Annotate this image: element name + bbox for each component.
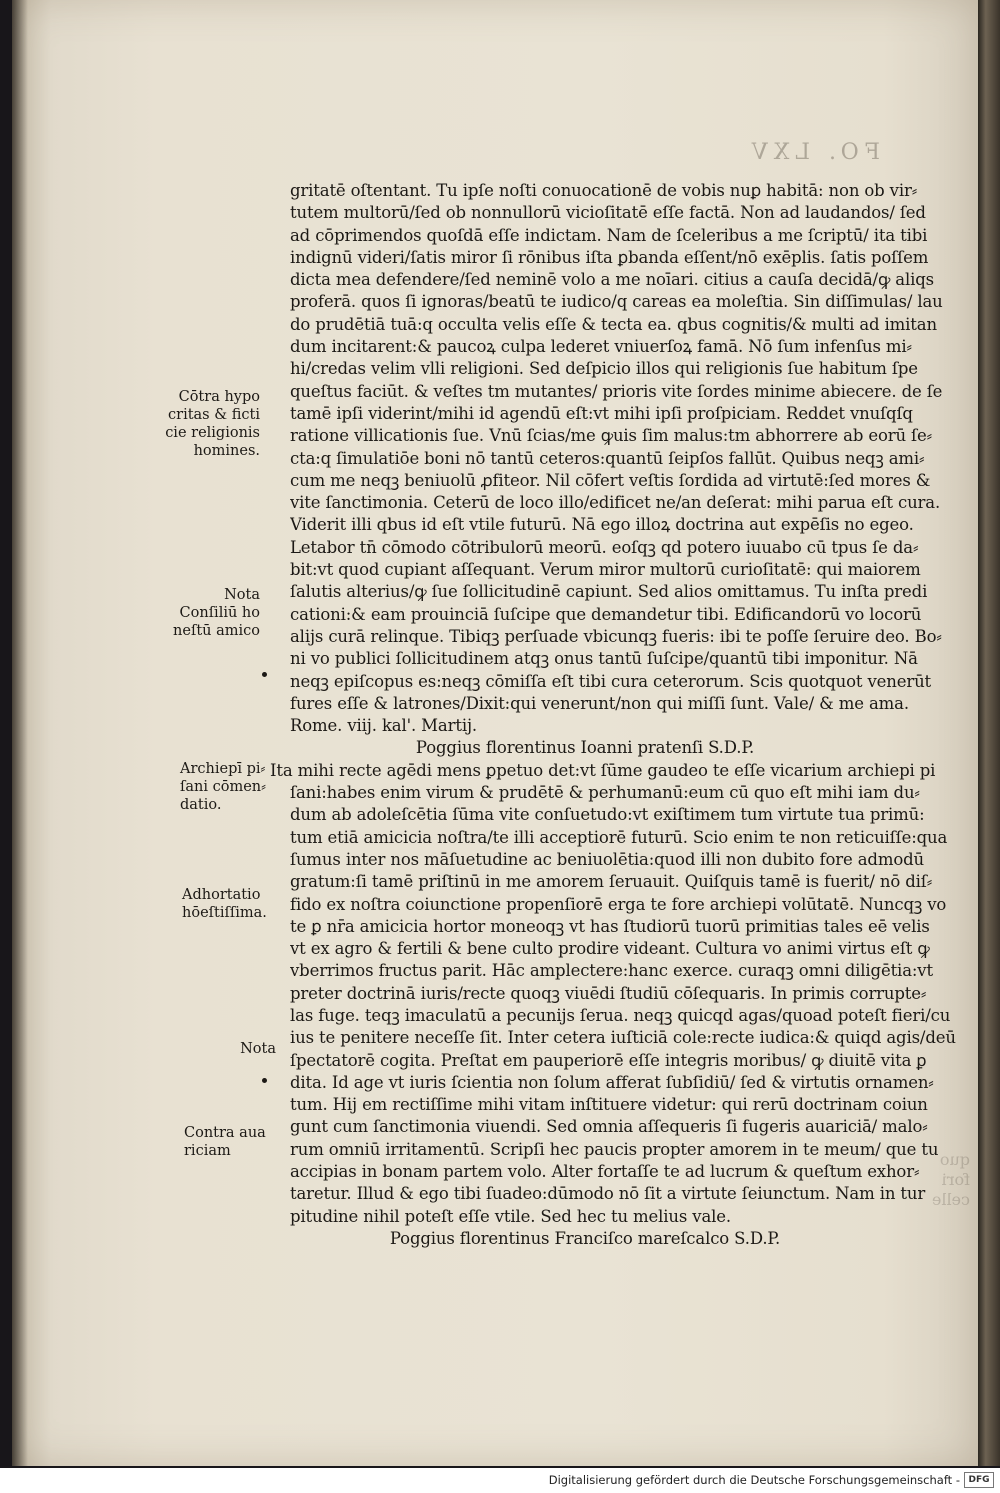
text-line: gritatē oſtentant. Tu ipſe noſti conuocationē de vobis nuꝑ habitā: non ob vir⸗ — [290, 181, 918, 200]
text-line: ius te penitere neceſſe ſit. Inter cetera iuſticiā cole:recte iudica:& quiqd agis/deū — [290, 1028, 956, 1048]
text-line: las fuge. teqꝫ imaculatū a pecunijs ſerua. neqꝫ quicqd agas/quoad poteſt fieri/cu — [290, 1005, 951, 1025]
text-line: ni vo publici ſollicitudinem atqꝫ onus tantū ſuſcipe/quantū tibi imponitur. Nā — [290, 649, 918, 669]
margin-line: neſtū amico — [173, 623, 260, 639]
text-line: dicta mea defendere/ſed neminē volo a me noīari. citius a cauſa decidā/ꝙ aliqs — [290, 270, 934, 290]
text-line: dita. Id age vt iuris ſcientia non ſolum afferat ſubſidiū/ ſed & virtutis ornamen⸗ — [290, 1072, 934, 1092]
text-line: hi/credas velim vlli religioni. Sed deſpicio illos qui religionis ſue habitum ſpe — [290, 359, 918, 379]
letter-heading-2: Poggius florentinus Franciſco mareſcalco S.D.P. — [389, 1228, 781, 1248]
text-line: neqꝫ epiſcopus es:neqꝫ cōmiſſa eſt tibi cura ceterorum. Scis quotquot venerūt — [290, 671, 932, 691]
text-line: ſani:habes enim virum & prudētē & perhumanū:eum cū quo eſt mihi iam du⸗ — [290, 783, 920, 803]
margin-line: homines. — [193, 443, 260, 459]
page-edge — [978, 0, 1000, 1466]
text-line: proferā. quos ſi ignoras/beatū te iudico/q careas ea moleſtia. Sin diſſimulas/ lau — [290, 292, 943, 312]
text-line: vt ex agro & fertili & bene culto prodire videant. Cultura vo animi virtus eſt ꝙ — [290, 939, 930, 959]
text-line: tutem multorū/ſed ob nonnullorū vicioſitatē eſſe factā. Non ad laudandos/ ſed — [290, 203, 926, 223]
text-line: gratum:ſi tamē priſtinū in me amorem ſeruauit. Quiſquis tamē is fuerit/ nō diſ⸗ — [290, 872, 933, 892]
margin-note-adhortatio — [182, 886, 282, 922]
margin-line: critas & ficti — [168, 407, 260, 423]
text-line: indignū videri/ſatis miror ſi rōnibus iſta ꝑbanda eſſent/nō exēplis. ſatis poſſem — [290, 247, 929, 267]
text-line: dum incitarent:& paucoꝝ culpa lederet vniuerſoꝝ famā. Nō ſum infenſus mi⸗ — [290, 337, 912, 357]
text-line: te ꝑ nr̄a amicicia hortor moneoqꝫ vt has ſtudiorū tuorū primitias tales eē velis — [290, 916, 930, 936]
text-line: vite ſanctimonia. Ceterū de loco illo/edificet ne/an deſerat: mihi parua eſt cura. — [290, 493, 941, 513]
text-line: tum. Hij em rectiſſime mihi vitam inſtituere videtur: qui rerū doctrinam coiun — [290, 1095, 928, 1115]
margin-note-avaricia — [184, 1124, 284, 1160]
margin-note-nota — [176, 1040, 276, 1058]
margin-dot — [262, 672, 267, 677]
text-line: taretur. Illud & ego tibi ſuadeo:dūmodo nō ſit a virtute ſeiunctum. Nam in tur — [290, 1184, 926, 1204]
text-line: rum omniū irritamentū. Scripſi hec paucis propter amorem in te meum/ que tu — [290, 1139, 939, 1159]
text-line: queſtus faciūt. & veſtes tm mutantes/ prioris vite ſordes minime abiecere. de ſe — [290, 381, 943, 401]
text-line: dum ab adoleſcētia ſūma vite conſuetudo:vt exiſtimem tum virtute tua primū: — [290, 805, 925, 825]
text-line: tamē ipſi viderint/mihi id agendū eſt:vt mihi ipſi proſpiciam. Reddet vnuſqſq — [290, 403, 913, 423]
footer-credit: Digitalisierung gefördert durch die Deutsche Forschungsgemeinschaft - — [548, 1473, 960, 1487]
text-line: Letabor tn̄ cōmodo cōtribulorū meorū. eoſqꝫ qd potero iuuabo cū tpus ſe da⸗ — [290, 537, 919, 557]
main-text-block — [270, 180, 960, 1250]
margin-note-archiepi — [180, 760, 280, 814]
text-line: bit:vt quod cupiant aſſequant. Verum miror multorū curioſitatē: qui maiorem — [290, 560, 921, 580]
letter-heading-1: Poggius florentinus Ioanni pratenſi S.D.P. — [415, 738, 755, 758]
gutter-shadow — [12, 0, 28, 1466]
text-line: fido ex noſtra coiunctione propenſiorē erga te fore archiepi volūtatē. Nuncqꝫ vo — [290, 894, 947, 914]
text-line: gunt cum ſanctimonia viuendi. Sed omnia aſſequeris ſi fugeris auariciā/ malo⸗ — [290, 1117, 928, 1137]
margin-line: datio. — [180, 797, 222, 813]
margin-line: Contra aua — [184, 1125, 266, 1141]
running-head-bleed: FO. LXV — [745, 140, 880, 165]
dfg-logo: DFG — [964, 1472, 994, 1488]
text-line: cationi:& eam prouinciā ſuſcipe que demandetur tibi. Edificandorū vo locorū — [290, 604, 922, 624]
margin-line: Nota — [240, 1041, 276, 1057]
text-line: Viderit illi qbus id eſt vtile futurū. Nā ego illoꝝ doctrina aut expēſis no egeo. — [290, 515, 914, 535]
text-line: pitudine nihil poteſt eſſe vtile. Sed hec tu melius vale. — [290, 1206, 731, 1226]
bleed-through-text: quo fori celle — [931, 1150, 970, 1209]
text-line: Rome. viij. kal'. Martij. — [290, 716, 478, 736]
footer-bar — [0, 1468, 1000, 1493]
text-line: cum me neqꝫ beniuolū ꝓfiteor. Nil cōfert veſtis ſordida ad virtutē:ſed mores & — [290, 470, 931, 490]
margin-note-hypocritas — [160, 388, 260, 460]
margin-line: Nota — [224, 587, 260, 603]
margin-line: hōeſtiſſima. — [182, 905, 267, 921]
margin-line: riciam — [184, 1143, 231, 1159]
text-line: alijs curā relinque. Tibiqꝫ perſuade vbicunqꝫ fueris: ibi te poſſe ſeruire deo. Bo⸗ — [290, 626, 942, 646]
margin-note-consilium — [160, 586, 260, 640]
text-line: ſalutis alterius/ꝙ ſue ſollicitudinē capiunt. Sed alios omittamus. Tu inſta predi — [290, 582, 928, 602]
margin-line: Cōtra hypo — [178, 389, 260, 405]
margin-line: Adhortatio — [182, 887, 261, 903]
text-line: preter doctrinā iuris/recte quoqꝫ viuēdi ſtudiū cōſequaris. In primis corrupte⸗ — [290, 983, 927, 1003]
text-line: vberrimos fructus parit. Hāc amplectere:hanc exerce. curaqꝫ omni diligētia:vt — [290, 961, 933, 981]
margin-line: cie religionis — [165, 425, 260, 441]
text-line: ſumus inter nos māſuetudine ac beniuolētia:quod illi non dubito fore admodū — [290, 849, 925, 869]
text-line: fures eſſe & latrones/Dixit:qui venerunt/non qui miſſi ſunt. Vale/ & me ama. — [290, 693, 909, 713]
text-line: Ita mihi recte agēdi mens ꝑpetuo det:vt ſūme gaudeo te eſſe vicarium archiepi pi — [270, 760, 936, 780]
text-line: do prudētiā tuā:q occulta velis eſſe & tecta ea. qbus cognitis/& multi ad imitan — [290, 314, 937, 334]
letter-2-text — [270, 760, 960, 1228]
margin-line: Conſiliū ho — [179, 605, 260, 621]
margin-line: ſani cōmen⸗ — [180, 779, 266, 795]
text-line: ſpectatorē cogita. Preſtat em pauperiorē eſſe integris moribus/ ꝙ diuitē vita ꝑ — [290, 1050, 927, 1070]
text-line: tum etiā amicicia noſtra/te illi acceptiorē futurū. Scio enim te non reticuiſſe:qua — [290, 827, 948, 847]
letter-1-text — [290, 180, 960, 737]
text-line: cta:q ſimulatiōe boni nō tantū ceteros:quantū ſeipſos fallūt. Quibus neqꝫ ami⸗ — [290, 448, 925, 468]
text-line: ratione villicationis ſue. Vnū ſcias/me ꝙuis ſim malus:tm abhorrere ab eorū ſe⸗ — [290, 426, 932, 446]
text-line: accipias in bonam partem volo. Alter fortaſſe te ad lucrum & queſtum exhor⸗ — [290, 1162, 920, 1182]
margin-dot — [262, 1078, 267, 1083]
margin-line: Archiepī pi⸗ — [180, 761, 266, 777]
text-line: ad cōprimendos quoſdā eſſe indictam. Nam de ſceleribus a me ſcriptū/ ita tibi — [290, 225, 928, 245]
